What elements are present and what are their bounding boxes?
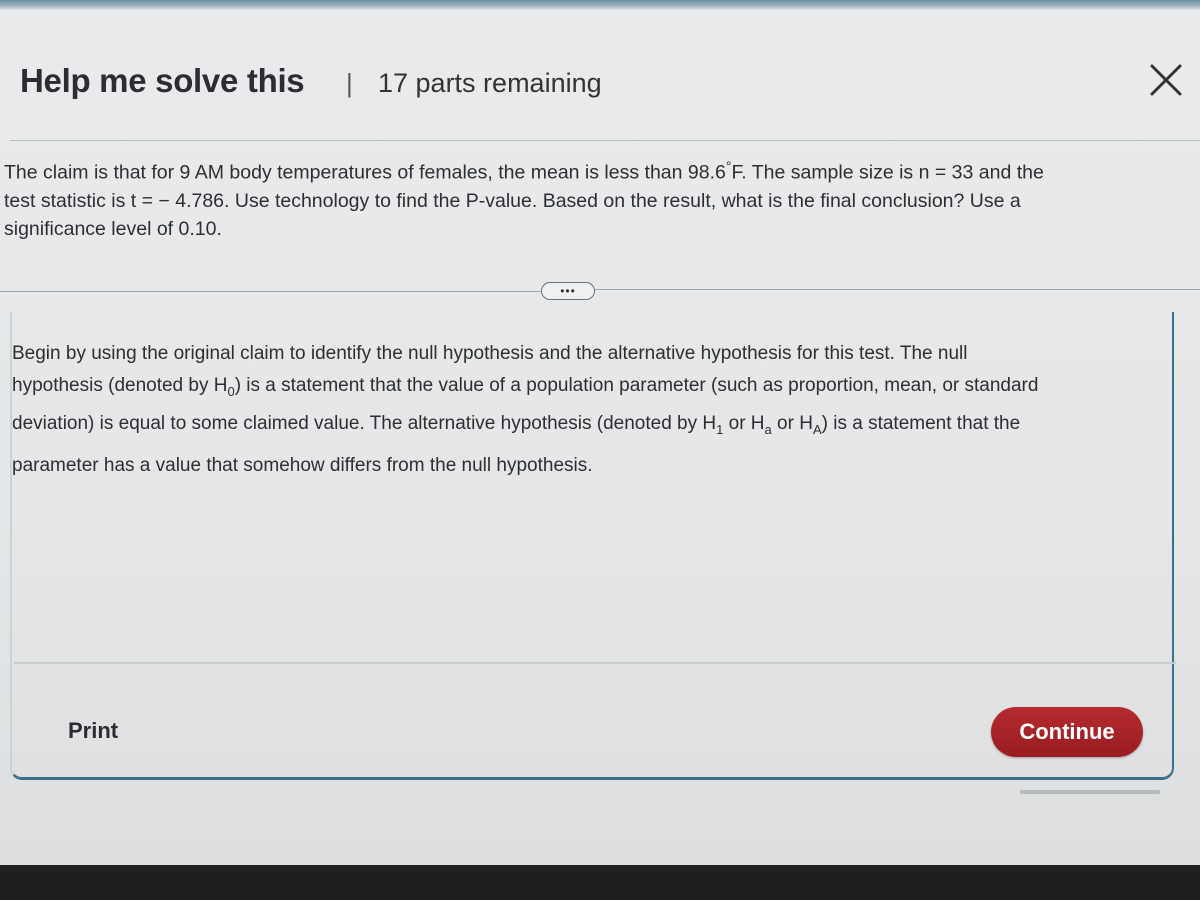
ellipsis-icon: ••• [560,284,576,298]
header-divider [10,140,1200,141]
panel-shadow [1020,790,1160,794]
expand-button[interactable] [541,282,595,300]
dialog-title: Help me solve this [20,62,305,99]
section-divider-left [0,291,541,292]
screen-bezel [0,865,1200,900]
title-separator: | [346,68,353,98]
close-icon[interactable] [1148,62,1184,98]
question-text: The claim is that for 9 AM body temperatures of females, the mean is less than 98.6°F. The sample size is n = 33 and the test statistic is t = − 4.786. Use technology to find the P-value. Based on the result, what is the final conclusion? Use a significance level of 0.10. [4,158,1044,240]
hint-text: Begin by using the original claim to identify the null hypothesis and the alternative hypothesis for this test. The null hypothesis (denoted by $H_0$) is a statement that the value of a population parameter (such as proportion, mean, or standard deviation) is equal to some claimed value. The alternative hypothesis (denoted by $H_1$ or $H_a$ or $H_A$) is a statement that the parameter has a value that somehow differs from the null hypothesis. [12,343,1039,476]
parts-remaining: 17 parts remaining [378,68,602,98]
continue-button[interactable]: Continue [991,707,1143,757]
section-divider-right [595,289,1200,290]
top-border [0,0,1200,10]
panel-footer-divider [14,662,1176,664]
print-button[interactable]: Print [68,718,119,743]
